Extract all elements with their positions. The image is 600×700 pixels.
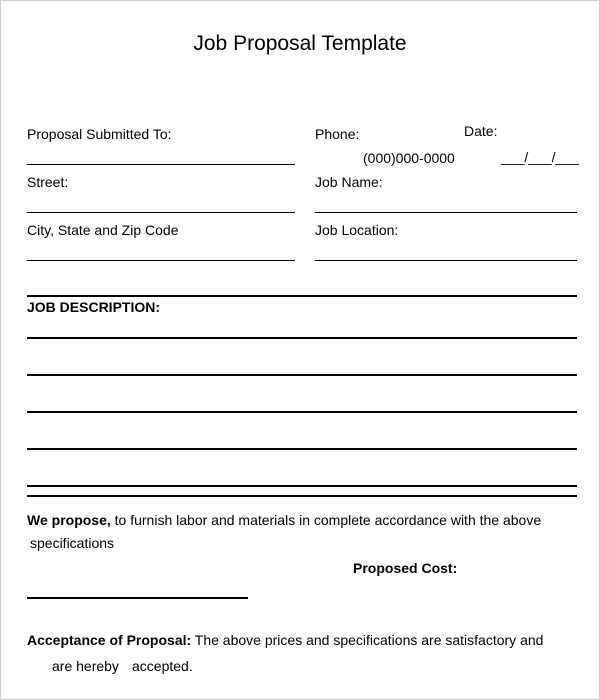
- proposed-cost-label: Proposed Cost:: [353, 560, 458, 576]
- specifications-text: specifications: [30, 535, 115, 551]
- proposal-submitted-to-line[interactable]: [27, 164, 295, 165]
- job-name-line[interactable]: [315, 212, 577, 213]
- acceptance-text-line2b: accepted.: [132, 658, 193, 674]
- city-state-zip-label: City, State and Zip Code: [27, 222, 179, 238]
- section-divider-bottom: [27, 495, 577, 497]
- acceptance-text-line1: The above prices and specifications are satisfactory and: [194, 632, 544, 648]
- job-description-line[interactable]: [27, 411, 577, 413]
- street-line[interactable]: [27, 212, 295, 213]
- phone-label: Phone:: [315, 126, 360, 142]
- acceptance-text-line2: are hereby: [52, 658, 119, 674]
- job-description-line[interactable]: [27, 337, 577, 339]
- city-state-zip-line[interactable]: [27, 260, 295, 261]
- we-propose-text: to furnish labor and materials in complete accordance with the above: [114, 512, 542, 528]
- date-value[interactable]: ___/___/___: [501, 149, 579, 165]
- we-propose-lead: We propose,: [27, 512, 111, 528]
- job-location-label: Job Location:: [315, 222, 399, 238]
- job-description-heading: JOB DESCRIPTION:: [27, 299, 161, 315]
- section-divider-top: [27, 295, 577, 297]
- job-description-line[interactable]: [27, 374, 577, 376]
- proposal-submitted-to-label: Proposal Submitted To:: [27, 126, 172, 142]
- job-description-line[interactable]: [27, 448, 577, 450]
- job-name-label: Job Name:: [315, 174, 383, 190]
- job-description-line[interactable]: [27, 485, 577, 487]
- phone-value[interactable]: (000)000-0000: [363, 150, 455, 166]
- signature-line[interactable]: [27, 597, 248, 599]
- job-location-line[interactable]: [315, 260, 577, 261]
- we-propose-paragraph: [27, 512, 541, 528]
- acceptance-heading: Acceptance of Proposal:: [27, 632, 192, 648]
- page-title: Job Proposal Template: [193, 32, 407, 55]
- acceptance-paragraph: [27, 632, 543, 648]
- street-label: Street:: [27, 174, 69, 190]
- date-label: Date:: [464, 123, 498, 139]
